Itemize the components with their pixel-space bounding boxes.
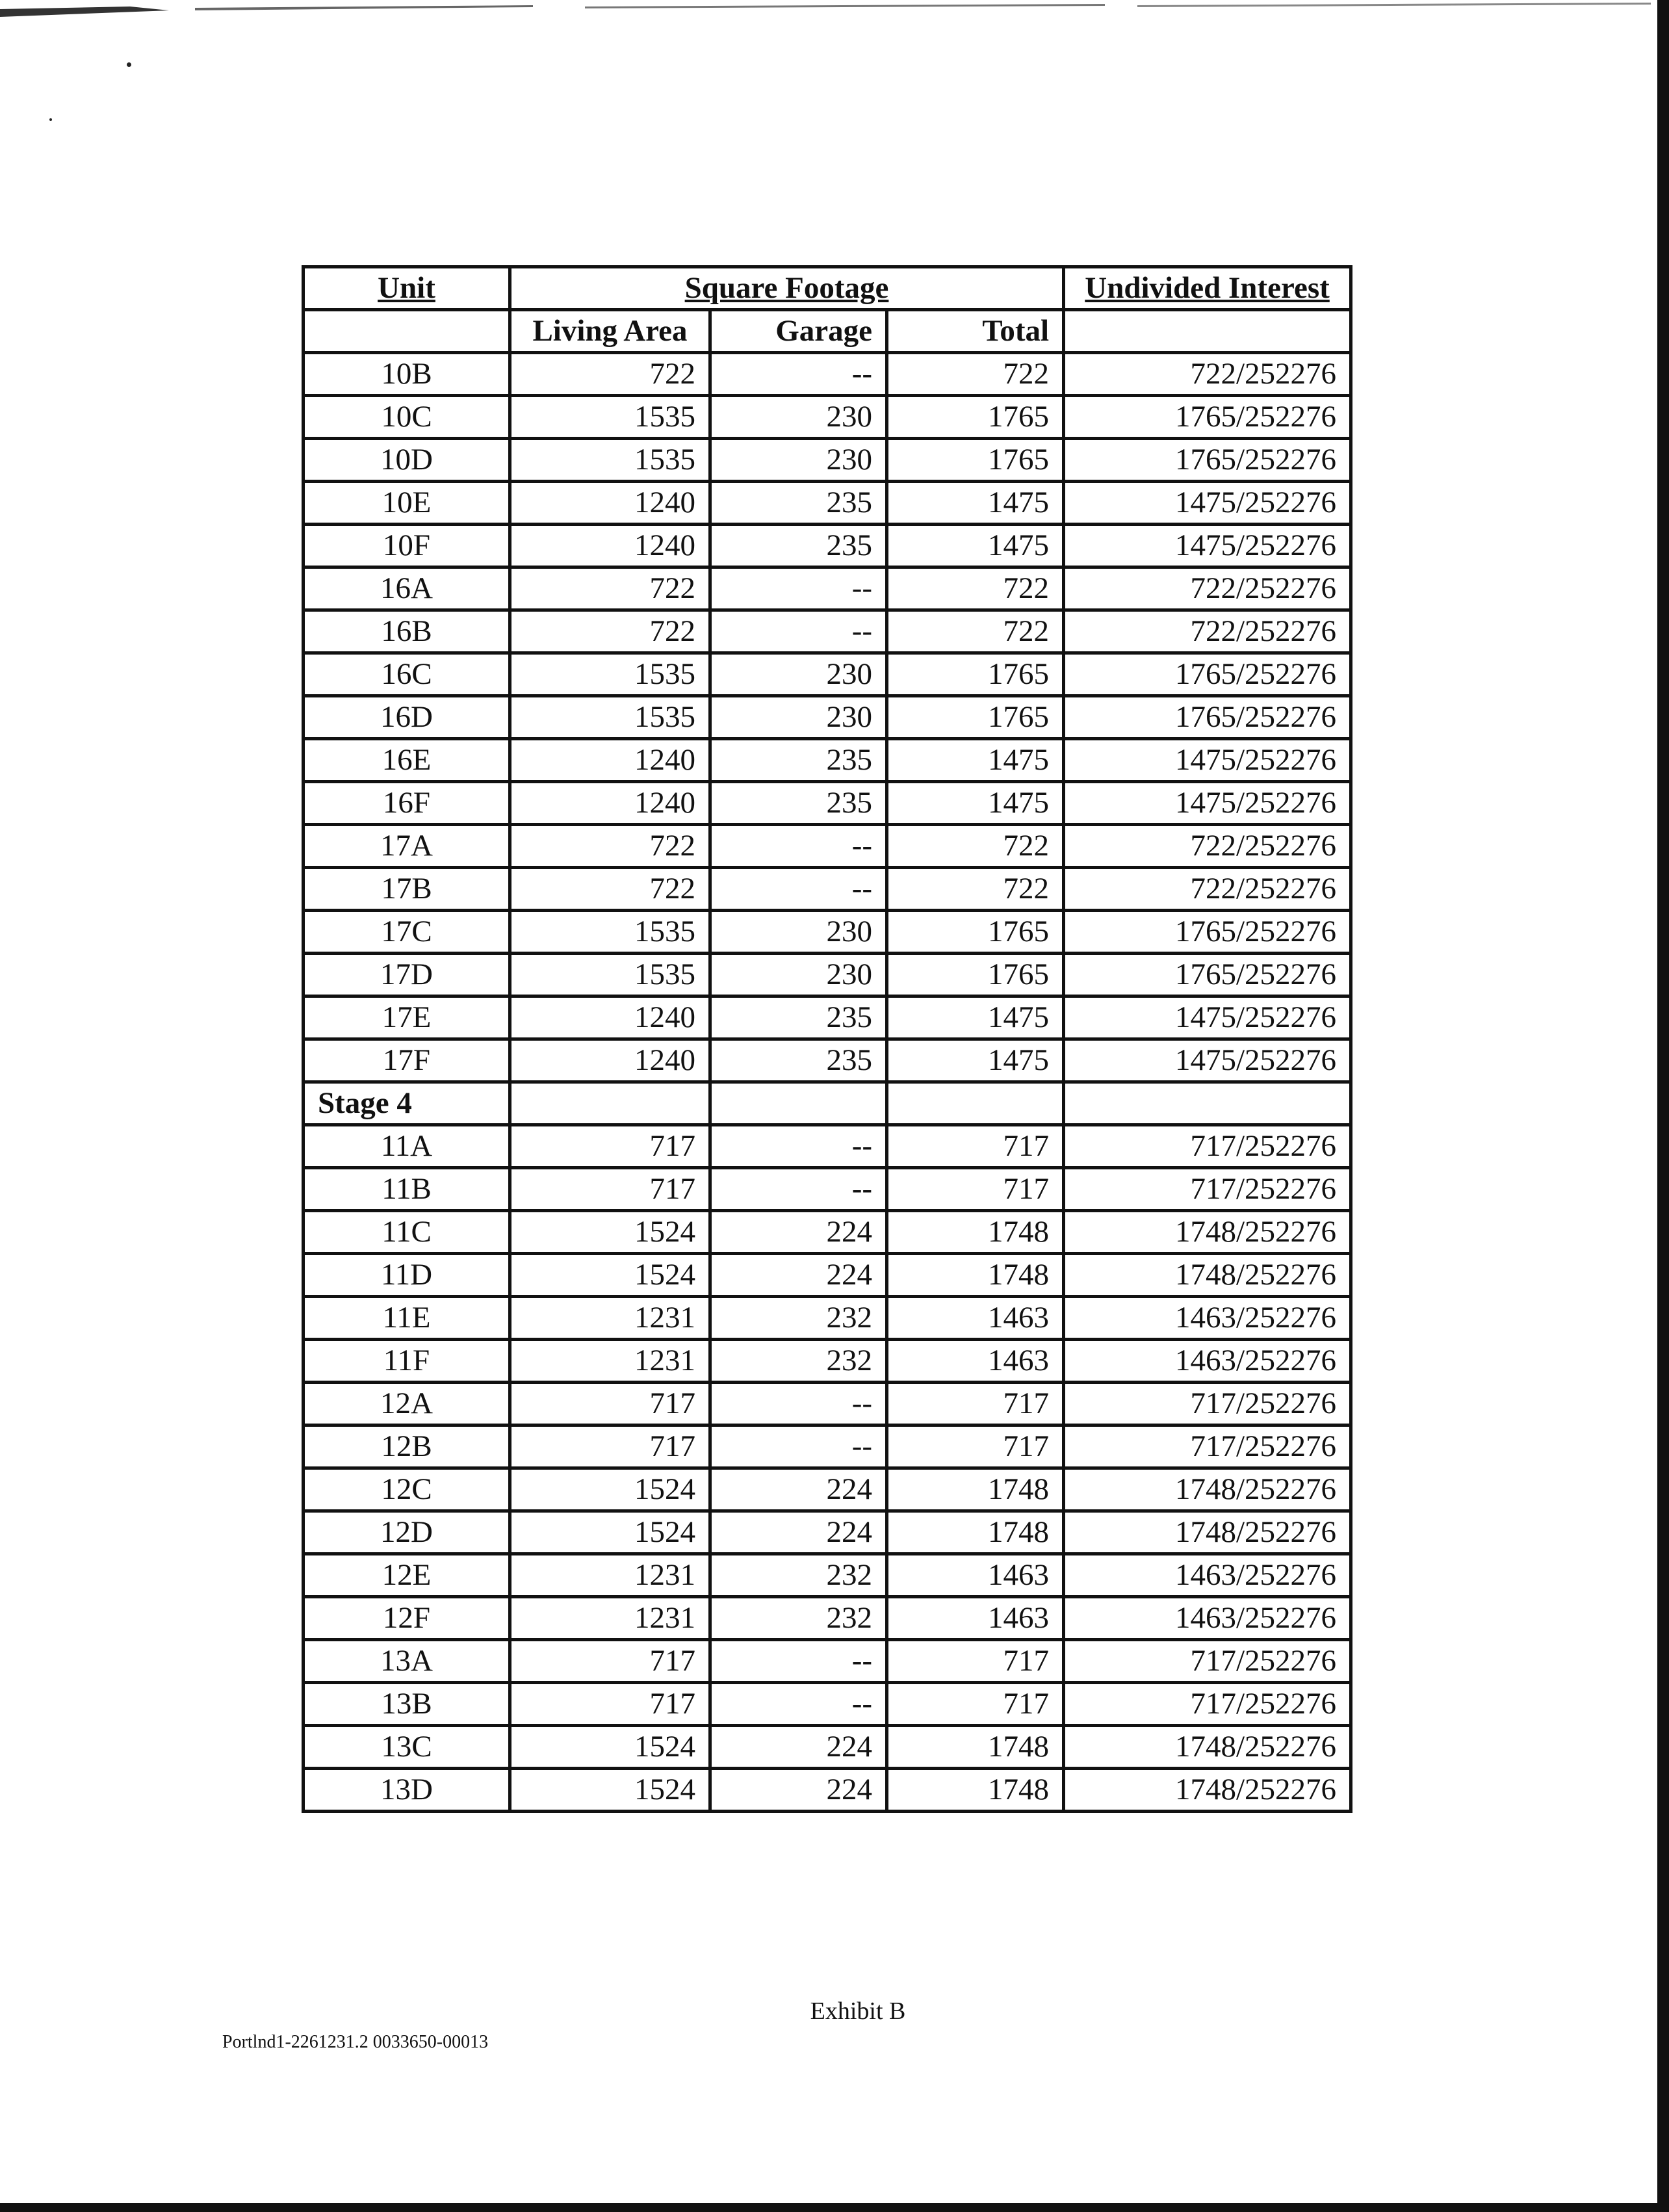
subheader-row	[304, 310, 1351, 353]
living-area-cell: 1231	[510, 1554, 710, 1597]
undivided-interest-cell: 1463/252276	[1064, 1340, 1351, 1383]
total-cell: 1765	[887, 396, 1064, 439]
table-row	[304, 1254, 1351, 1297]
living-area-cell: 722	[510, 353, 710, 396]
total-cell: 1748	[887, 1769, 1064, 1812]
garage-cell: --	[710, 1168, 887, 1211]
table-row	[304, 996, 1351, 1039]
garage-cell: 224	[710, 1211, 887, 1254]
undivided-interest-cell: 717/252276	[1064, 1168, 1351, 1211]
unit-cell: 17D	[304, 954, 510, 996]
garage-cell: --	[710, 1683, 887, 1726]
garage-cell: 232	[710, 1297, 887, 1340]
garage-header: Garage	[710, 310, 887, 353]
unit-cell: 16E	[304, 739, 510, 782]
unit-cell: 10D	[304, 439, 510, 482]
empty-cell	[510, 1082, 710, 1125]
living-area-cell: 1535	[510, 653, 710, 696]
unit-cell: 16D	[304, 696, 510, 739]
table-row	[304, 1511, 1351, 1554]
living-area-cell: 1240	[510, 782, 710, 825]
garage-cell: 235	[710, 739, 887, 782]
unit-cell: 13A	[304, 1640, 510, 1683]
total-cell: 722	[887, 610, 1064, 653]
living-area-header: Living Area	[510, 310, 710, 353]
undivided-interest-cell: 1765/252276	[1064, 653, 1351, 696]
total-cell: 1463	[887, 1340, 1064, 1383]
undivided-interest-cell: 1765/252276	[1064, 439, 1351, 482]
living-area-cell: 717	[510, 1168, 710, 1211]
unit-cell: 11F	[304, 1340, 510, 1383]
living-area-cell: 1240	[510, 739, 710, 782]
garage-cell: 224	[710, 1254, 887, 1297]
table-row	[304, 439, 1351, 482]
living-area-cell: 722	[510, 610, 710, 653]
empty-cell	[710, 1082, 887, 1125]
table-row	[304, 1597, 1351, 1640]
undivided-interest-cell: 722/252276	[1064, 353, 1351, 396]
table-row	[304, 1168, 1351, 1211]
undivided-interest-cell: 1748/252276	[1064, 1468, 1351, 1511]
undivided-interest-cell: 717/252276	[1064, 1683, 1351, 1726]
living-area-cell: 1240	[510, 482, 710, 525]
total-cell: 1463	[887, 1597, 1064, 1640]
unit-cell: 12D	[304, 1511, 510, 1554]
total-cell: 1748	[887, 1726, 1064, 1769]
total-cell: 1748	[887, 1468, 1064, 1511]
unit-cell: 17F	[304, 1039, 510, 1082]
unit-cell: 16F	[304, 782, 510, 825]
table-row	[304, 1640, 1351, 1683]
garage-cell: 235	[710, 1039, 887, 1082]
unit-cell: 12F	[304, 1597, 510, 1640]
undivided-interest-cell: 717/252276	[1064, 1383, 1351, 1425]
unit-cell: 10B	[304, 353, 510, 396]
garage-cell: 235	[710, 996, 887, 1039]
unit-cell: 13C	[304, 1726, 510, 1769]
table-row	[304, 954, 1351, 996]
garage-cell: 230	[710, 439, 887, 482]
total-cell: 722	[887, 567, 1064, 610]
living-area-cell: 1535	[510, 396, 710, 439]
total-cell: 717	[887, 1168, 1064, 1211]
table-row	[304, 1683, 1351, 1726]
living-area-cell: 1524	[510, 1769, 710, 1812]
garage-cell: 230	[710, 911, 887, 954]
living-area-cell: 1535	[510, 439, 710, 482]
total-cell: 1765	[887, 696, 1064, 739]
undivided-interest-cell: 1475/252276	[1064, 1039, 1351, 1082]
total-cell: 1475	[887, 525, 1064, 567]
undivided-interest-cell: 1463/252276	[1064, 1597, 1351, 1640]
unit-interest-table	[302, 265, 1352, 1813]
undivided-interest-cell: 1475/252276	[1064, 739, 1351, 782]
garage-cell: --	[710, 825, 887, 868]
living-area-cell: 717	[510, 1383, 710, 1425]
table-row	[304, 396, 1351, 439]
total-cell: 1475	[887, 996, 1064, 1039]
garage-cell: 232	[710, 1340, 887, 1383]
total-cell: 722	[887, 868, 1064, 911]
table-row	[304, 1297, 1351, 1340]
table-row	[304, 1769, 1351, 1812]
living-area-cell: 717	[510, 1125, 710, 1168]
garage-cell: 232	[710, 1597, 887, 1640]
unit-cell: 17E	[304, 996, 510, 1039]
table-row	[304, 1554, 1351, 1597]
undivided-interest-cell: 1748/252276	[1064, 1254, 1351, 1297]
total-cell: 717	[887, 1640, 1064, 1683]
table-row	[304, 782, 1351, 825]
unit-cell: 16C	[304, 653, 510, 696]
garage-cell: 230	[710, 954, 887, 996]
exhibit-caption: Exhibit B	[810, 1997, 906, 2025]
undivided-interest-cell: 722/252276	[1064, 567, 1351, 610]
scan-speck	[49, 118, 52, 121]
garage-cell: 224	[710, 1468, 887, 1511]
living-area-cell: 717	[510, 1425, 710, 1468]
garage-cell: 235	[710, 782, 887, 825]
table-row	[304, 1468, 1351, 1511]
total-cell: 717	[887, 1683, 1064, 1726]
scan-artifact-top	[0, 0, 1669, 20]
garage-cell: --	[710, 353, 887, 396]
garage-cell: --	[710, 1425, 887, 1468]
garage-cell: 224	[710, 1769, 887, 1812]
undivided-interest-cell: 722/252276	[1064, 868, 1351, 911]
stage-row	[304, 1082, 1351, 1125]
living-area-cell: 1524	[510, 1468, 710, 1511]
unit-cell: 13B	[304, 1683, 510, 1726]
unit-cell: 10E	[304, 482, 510, 525]
garage-cell: --	[710, 567, 887, 610]
table-row	[304, 1340, 1351, 1383]
empty-header-cell	[304, 310, 510, 353]
table-row	[304, 1425, 1351, 1468]
undivided-interest-cell: 1765/252276	[1064, 911, 1351, 954]
garage-cell: 224	[710, 1726, 887, 1769]
unit-cell: 11A	[304, 1125, 510, 1168]
scan-speck	[127, 62, 131, 67]
living-area-cell: 1535	[510, 696, 710, 739]
scan-border-bottom	[0, 2203, 1669, 2212]
total-cell: 1463	[887, 1554, 1064, 1597]
table-row	[304, 482, 1351, 525]
undivided-interest-cell: 1765/252276	[1064, 396, 1351, 439]
living-area-cell: 1231	[510, 1340, 710, 1383]
header-row	[304, 267, 1351, 310]
empty-cell	[887, 1082, 1064, 1125]
garage-cell: 230	[710, 696, 887, 739]
unit-cell: 11C	[304, 1211, 510, 1254]
undivided-interest-cell: 717/252276	[1064, 1640, 1351, 1683]
unit-cell: 12E	[304, 1554, 510, 1597]
garage-cell: --	[710, 1125, 887, 1168]
undivided-interest-cell: 1765/252276	[1064, 954, 1351, 996]
table-row	[304, 525, 1351, 567]
total-header: Total	[887, 310, 1064, 353]
living-area-cell: 717	[510, 1640, 710, 1683]
table-row	[304, 353, 1351, 396]
total-cell: 1475	[887, 739, 1064, 782]
living-area-cell: 1240	[510, 1039, 710, 1082]
unit-cell: 11B	[304, 1168, 510, 1211]
undivided-interest-cell: 1748/252276	[1064, 1769, 1351, 1812]
table-row	[304, 653, 1351, 696]
garage-cell: 235	[710, 482, 887, 525]
garage-cell: --	[710, 868, 887, 911]
living-area-cell: 1240	[510, 996, 710, 1039]
garage-cell: 235	[710, 525, 887, 567]
undivided-interest-cell: 722/252276	[1064, 610, 1351, 653]
unit-cell: 17A	[304, 825, 510, 868]
table-row	[304, 1726, 1351, 1769]
living-area-cell: 1524	[510, 1211, 710, 1254]
living-area-cell: 1524	[510, 1254, 710, 1297]
table-row	[304, 1211, 1351, 1254]
living-area-cell: 722	[510, 868, 710, 911]
undivided-interest-cell: 1765/252276	[1064, 696, 1351, 739]
empty-cell	[1064, 1082, 1351, 1125]
undivided-interest-cell: 1463/252276	[1064, 1554, 1351, 1597]
total-cell: 1463	[887, 1297, 1064, 1340]
table-row	[304, 825, 1351, 868]
undivided-interest-cell: 722/252276	[1064, 825, 1351, 868]
undivided-interest-header: Undivided Interest	[1064, 267, 1351, 310]
living-area-cell: 717	[510, 1683, 710, 1726]
table-row	[304, 1039, 1351, 1082]
total-cell: 717	[887, 1383, 1064, 1425]
garage-cell: 232	[710, 1554, 887, 1597]
total-cell: 1475	[887, 1039, 1064, 1082]
living-area-cell: 722	[510, 825, 710, 868]
scan-border-right	[1657, 0, 1669, 2212]
table-row	[304, 567, 1351, 610]
total-cell: 722	[887, 825, 1064, 868]
total-cell: 1748	[887, 1254, 1064, 1297]
living-area-cell: 1524	[510, 1511, 710, 1554]
total-cell: 1765	[887, 439, 1064, 482]
undivided-interest-cell: 1463/252276	[1064, 1297, 1351, 1340]
undivided-interest-cell: 1475/252276	[1064, 482, 1351, 525]
undivided-interest-cell: 717/252276	[1064, 1425, 1351, 1468]
undivided-interest-cell: 1748/252276	[1064, 1726, 1351, 1769]
living-area-cell: 722	[510, 567, 710, 610]
undivided-interest-cell: 1475/252276	[1064, 996, 1351, 1039]
total-cell: 717	[887, 1425, 1064, 1468]
table-row	[304, 696, 1351, 739]
document-id: Portlnd1-2261231.2 0033650-00013	[222, 2032, 489, 2052]
garage-cell: --	[710, 1383, 887, 1425]
unit-cell: 11D	[304, 1254, 510, 1297]
unit-cell: 17B	[304, 868, 510, 911]
living-area-cell: 1231	[510, 1297, 710, 1340]
table-row	[304, 610, 1351, 653]
total-cell: 1475	[887, 482, 1064, 525]
unit-cell: 13D	[304, 1769, 510, 1812]
garage-cell: 224	[710, 1511, 887, 1554]
undivided-interest-cell: 1475/252276	[1064, 782, 1351, 825]
total-cell: 1748	[887, 1511, 1064, 1554]
living-area-cell: 1240	[510, 525, 710, 567]
table-row	[304, 911, 1351, 954]
unit-cell: 12B	[304, 1425, 510, 1468]
unit-cell: 17C	[304, 911, 510, 954]
table-row	[304, 739, 1351, 782]
living-area-cell: 1535	[510, 911, 710, 954]
table-row	[304, 868, 1351, 911]
unit-cell: 12A	[304, 1383, 510, 1425]
total-cell: 1765	[887, 954, 1064, 996]
total-cell: 1748	[887, 1211, 1064, 1254]
undivided-interest-cell: 1475/252276	[1064, 525, 1351, 567]
living-area-cell: 1535	[510, 954, 710, 996]
unit-cell: 10F	[304, 525, 510, 567]
undivided-interest-cell: 717/252276	[1064, 1125, 1351, 1168]
garage-cell: --	[710, 1640, 887, 1683]
empty-header-cell	[1064, 310, 1351, 353]
living-area-cell: 1524	[510, 1726, 710, 1769]
total-cell: 1765	[887, 911, 1064, 954]
garage-cell: --	[710, 610, 887, 653]
unit-cell: 12C	[304, 1468, 510, 1511]
total-cell: 1765	[887, 653, 1064, 696]
garage-cell: 230	[710, 653, 887, 696]
table-row	[304, 1383, 1351, 1425]
undivided-interest-cell: 1748/252276	[1064, 1211, 1351, 1254]
table-row	[304, 1125, 1351, 1168]
total-cell: 722	[887, 353, 1064, 396]
unit-cell: 16A	[304, 567, 510, 610]
undivided-interest-cell: 1748/252276	[1064, 1511, 1351, 1554]
garage-cell: 230	[710, 396, 887, 439]
unit-cell: 11E	[304, 1297, 510, 1340]
living-area-cell: 1231	[510, 1597, 710, 1640]
unit-cell: 16B	[304, 610, 510, 653]
unit-cell: 10C	[304, 396, 510, 439]
total-cell: 1475	[887, 782, 1064, 825]
total-cell: 717	[887, 1125, 1064, 1168]
square-footage-header: Square Footage	[510, 267, 1064, 310]
stage-label: Stage 4	[304, 1082, 510, 1125]
unit-header: Unit	[304, 267, 510, 310]
